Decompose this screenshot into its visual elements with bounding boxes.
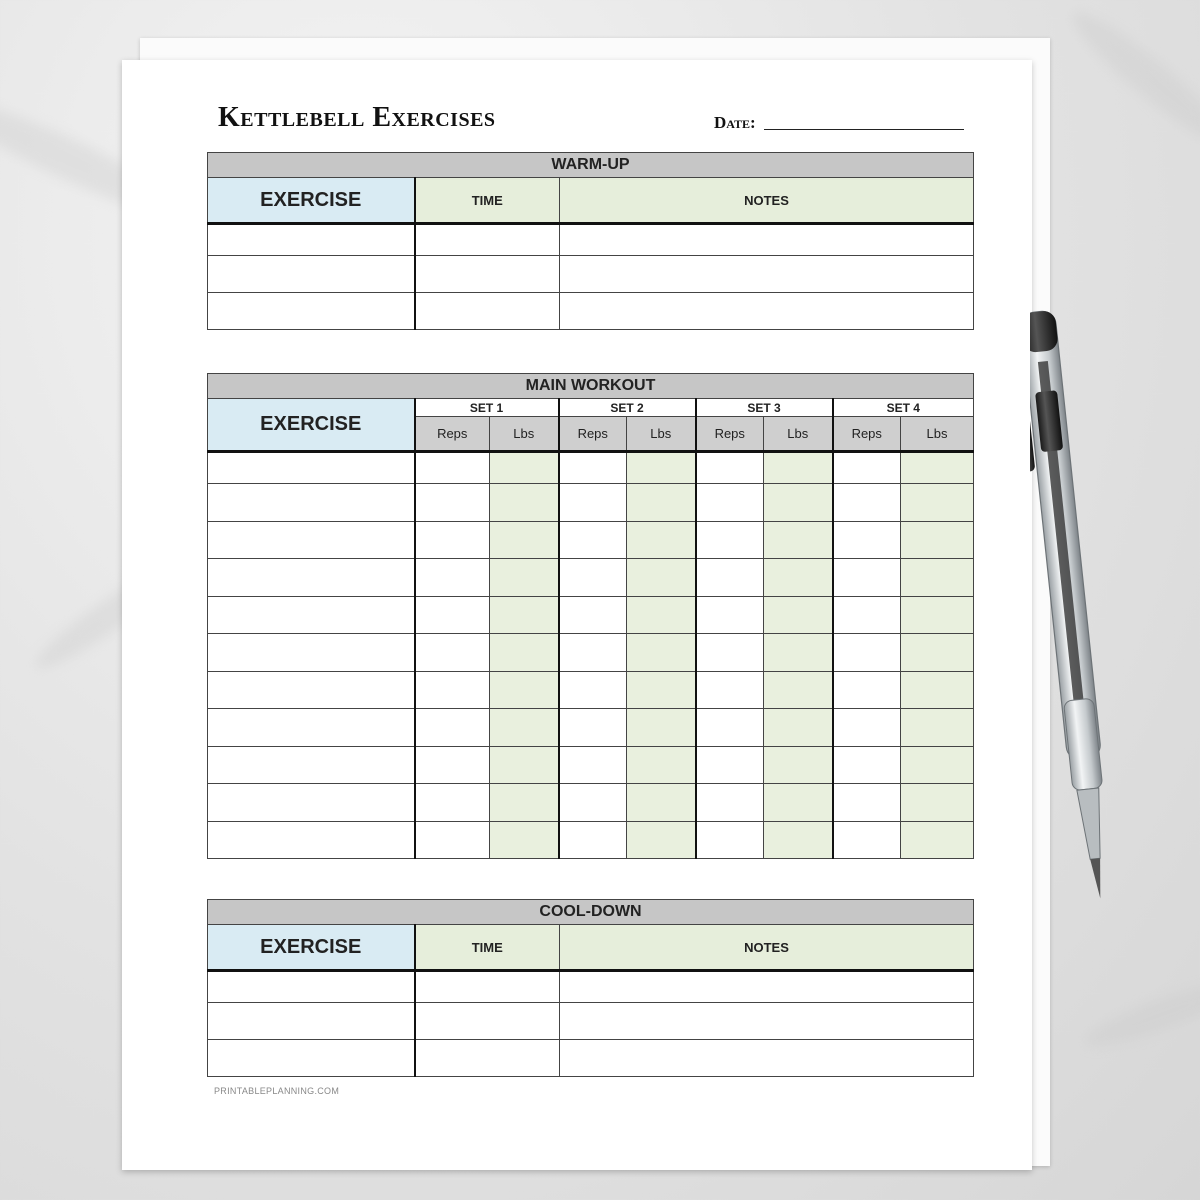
set-4-reps-header: Reps [833,417,901,452]
set-1-reps-cell[interactable] [415,821,490,859]
cooldown-exercise-cell[interactable] [208,1003,415,1040]
set-3-reps-cell[interactable] [696,634,764,672]
warmup-notes-cell[interactable] [560,256,974,293]
set-1-header: SET 1 [415,399,559,417]
set-2-header: SET 2 [559,399,696,417]
set-3-reps-cell[interactable] [696,452,764,484]
set-1-reps-cell[interactable] [415,452,490,484]
set-3-lbs-cell[interactable] [764,484,833,522]
warmup-exercise-header: EXERCISE [208,178,415,224]
set-4-reps-cell[interactable] [833,596,901,634]
set-4-lbs-cell[interactable] [901,821,974,859]
set-2-lbs-cell[interactable] [627,709,696,747]
set-1-lbs-cell[interactable] [490,596,559,634]
set-1-reps-cell[interactable] [415,784,490,822]
main-exercise-cell[interactable] [208,784,415,822]
main-row [208,671,974,709]
set-4-lbs-cell[interactable] [901,784,974,822]
set-4-lbs-cell[interactable] [901,521,974,559]
main-row [208,821,974,859]
set-4-lbs-cell[interactable] [901,484,974,522]
set-1-reps-cell[interactable] [415,484,490,522]
set-2-reps-cell[interactable] [559,709,627,747]
set-2-lbs-cell[interactable] [627,596,696,634]
set-3-lbs-cell[interactable] [764,521,833,559]
set-4-lbs-cell[interactable] [901,709,974,747]
cooldown-time-cell[interactable] [415,1040,560,1077]
cooldown-row [208,971,974,1003]
set-4-lbs-cell[interactable] [901,634,974,672]
set-3-lbs-cell[interactable] [764,784,833,822]
cooldown-time-cell[interactable] [415,1003,560,1040]
set-1-lbs-cell[interactable] [490,746,559,784]
set-1-lbs-cell[interactable] [490,634,559,672]
set-4-reps-cell[interactable] [833,452,901,484]
warmup-notes-cell[interactable] [560,224,974,256]
main-exercise-cell[interactable] [208,521,415,559]
main-exercise-cell[interactable] [208,709,415,747]
main-exercise-cell[interactable] [208,596,415,634]
set-4-reps-cell[interactable] [833,634,901,672]
cooldown-rows [208,971,974,1077]
set-1-lbs-header: Lbs [490,417,559,452]
set-1-reps-cell[interactable] [415,596,490,634]
set-2-reps-cell[interactable] [559,671,627,709]
set-2-lbs-cell[interactable] [627,521,696,559]
cooldown-notes-cell[interactable] [560,971,974,1003]
set-1-lbs-cell[interactable] [490,559,559,597]
set-1-reps-cell[interactable] [415,671,490,709]
cooldown-exercise-cell[interactable] [208,971,415,1003]
set-4-reps-cell[interactable] [833,746,901,784]
set-3-reps-cell[interactable] [696,746,764,784]
set-2-lbs-cell[interactable] [627,634,696,672]
set-1-reps-cell[interactable] [415,746,490,784]
set-4-reps-cell[interactable] [833,559,901,597]
main-exercise-cell[interactable] [208,821,415,859]
set-3-reps-cell[interactable] [696,559,764,597]
set-1-lbs-cell[interactable] [490,452,559,484]
warmup-table [207,152,974,330]
main-row [208,784,974,822]
set-2-reps-cell[interactable] [559,784,627,822]
set-4-lbs-header: Lbs [901,417,974,452]
main-exercise-cell[interactable] [208,746,415,784]
marble-vein [1062,0,1200,156]
set-2-lbs-cell[interactable] [627,784,696,822]
set-1-lbs-cell[interactable] [490,671,559,709]
set-4-header: SET 4 [833,399,974,417]
set-4-lbs-cell[interactable] [901,746,974,784]
set-3-reps-cell[interactable] [696,821,764,859]
set-2-lbs-header: Lbs [627,417,696,452]
warmup-notes-header: NOTES [560,178,974,224]
cooldown-table [207,899,974,1077]
set-2-lbs-cell[interactable] [627,671,696,709]
page-title: Kettlebell Exercises [218,102,496,133]
set-2-lbs-cell[interactable] [627,746,696,784]
footer-credit: PRINTABLEPLANNING.COM [214,1086,340,1096]
cooldown-notes-cell[interactable] [560,1003,974,1040]
set-1-lbs-cell[interactable] [490,821,559,859]
warmup-row [208,293,974,330]
set-2-reps-cell[interactable] [559,452,627,484]
set-3-lbs-cell[interactable] [764,559,833,597]
main-exercise-header: EXERCISE [208,399,415,452]
cooldown-time-cell[interactable] [415,971,560,1003]
set-3-lbs-cell[interactable] [764,671,833,709]
set-3-reps-cell[interactable] [696,521,764,559]
marble-vein [1080,974,1200,1057]
set-3-lbs-cell[interactable] [764,596,833,634]
main-row [208,709,974,747]
set-3-header: SET 3 [696,399,833,417]
set-2-reps-cell[interactable] [559,634,627,672]
main-rows [208,452,974,859]
worksheet-page [122,60,1032,1170]
set-3-reps-header: Reps [696,417,764,452]
set-1-reps-cell[interactable] [415,634,490,672]
main-exercise-cell[interactable] [208,452,415,484]
main-section-header: MAIN WORKOUT [208,374,974,399]
main-workout-table [207,373,974,859]
cooldown-exercise-cell[interactable] [208,1040,415,1077]
set-1-reps-header: Reps [415,417,490,452]
set-2-reps-cell[interactable] [559,484,627,522]
set-4-lbs-cell[interactable] [901,452,974,484]
set-2-reps-cell[interactable] [559,521,627,559]
set-3-lbs-cell[interactable] [764,821,833,859]
main-exercise-cell[interactable] [208,559,415,597]
set-3-lbs-cell[interactable] [764,634,833,672]
set-3-reps-cell[interactable] [696,596,764,634]
set-1-lbs-cell[interactable] [490,521,559,559]
date-field-line[interactable] [764,129,964,130]
set-3-reps-cell[interactable] [696,784,764,822]
main-row [208,596,974,634]
set-4-reps-cell[interactable] [833,484,901,522]
pen-icon [1030,300,1110,920]
main-row [208,484,974,522]
cooldown-exercise-header: EXERCISE [208,925,415,971]
set-2-lbs-cell[interactable] [627,484,696,522]
warmup-rows [208,224,974,330]
warmup-notes-cell[interactable] [560,293,974,330]
warmup-time-cell[interactable] [415,224,560,256]
set-4-lbs-cell[interactable] [901,559,974,597]
warmup-row [208,224,974,256]
warmup-time-header: TIME [415,178,560,224]
cooldown-row [208,1003,974,1040]
main-row [208,746,974,784]
warmup-time-cell[interactable] [415,293,560,330]
warmup-time-cell[interactable] [415,256,560,293]
set-2-reps-cell[interactable] [559,596,627,634]
cooldown-row [208,1040,974,1077]
main-exercise-cell[interactable] [208,634,415,672]
set-3-reps-cell[interactable] [696,484,764,522]
set-1-lbs-cell[interactable] [490,709,559,747]
set-2-reps-cell[interactable] [559,821,627,859]
main-exercise-cell[interactable] [208,671,415,709]
set-2-lbs-cell[interactable] [627,452,696,484]
set-3-lbs-header: Lbs [764,417,833,452]
set-2-lbs-cell[interactable] [627,559,696,597]
set-2-reps-header: Reps [559,417,627,452]
set-4-reps-cell[interactable] [833,821,901,859]
cooldown-notes-cell[interactable] [560,1040,974,1077]
main-row [208,634,974,672]
set-4-reps-cell[interactable] [833,671,901,709]
set-1-reps-cell[interactable] [415,709,490,747]
set-2-lbs-cell[interactable] [627,821,696,859]
set-3-lbs-cell[interactable] [764,746,833,784]
warmup-exercise-cell[interactable] [208,256,415,293]
set-2-reps-cell[interactable] [559,746,627,784]
cooldown-section-header: COOL-DOWN [208,900,974,925]
set-3-lbs-cell[interactable] [764,709,833,747]
date-label: Date: [714,113,756,132]
set-1-lbs-cell[interactable] [490,484,559,522]
set-4-reps-cell[interactable] [833,784,901,822]
set-1-lbs-cell[interactable] [490,784,559,822]
set-2-reps-cell[interactable] [559,559,627,597]
warmup-row [208,256,974,293]
main-row [208,452,974,484]
set-3-reps-cell[interactable] [696,671,764,709]
main-row [208,559,974,597]
set-3-reps-cell[interactable] [696,709,764,747]
set-1-reps-cell[interactable] [415,521,490,559]
main-row [208,521,974,559]
set-4-lbs-cell[interactable] [901,671,974,709]
set-4-reps-cell[interactable] [833,521,901,559]
warmup-exercise-cell[interactable] [208,293,415,330]
set-3-lbs-cell[interactable] [764,452,833,484]
set-4-reps-cell[interactable] [833,709,901,747]
warmup-section-header: WARM-UP [208,153,974,178]
set-1-reps-cell[interactable] [415,559,490,597]
set-4-lbs-cell[interactable] [901,596,974,634]
main-exercise-cell[interactable] [208,484,415,522]
warmup-exercise-cell[interactable] [208,224,415,256]
cooldown-notes-header: NOTES [560,925,974,971]
cooldown-time-header: TIME [415,925,560,971]
